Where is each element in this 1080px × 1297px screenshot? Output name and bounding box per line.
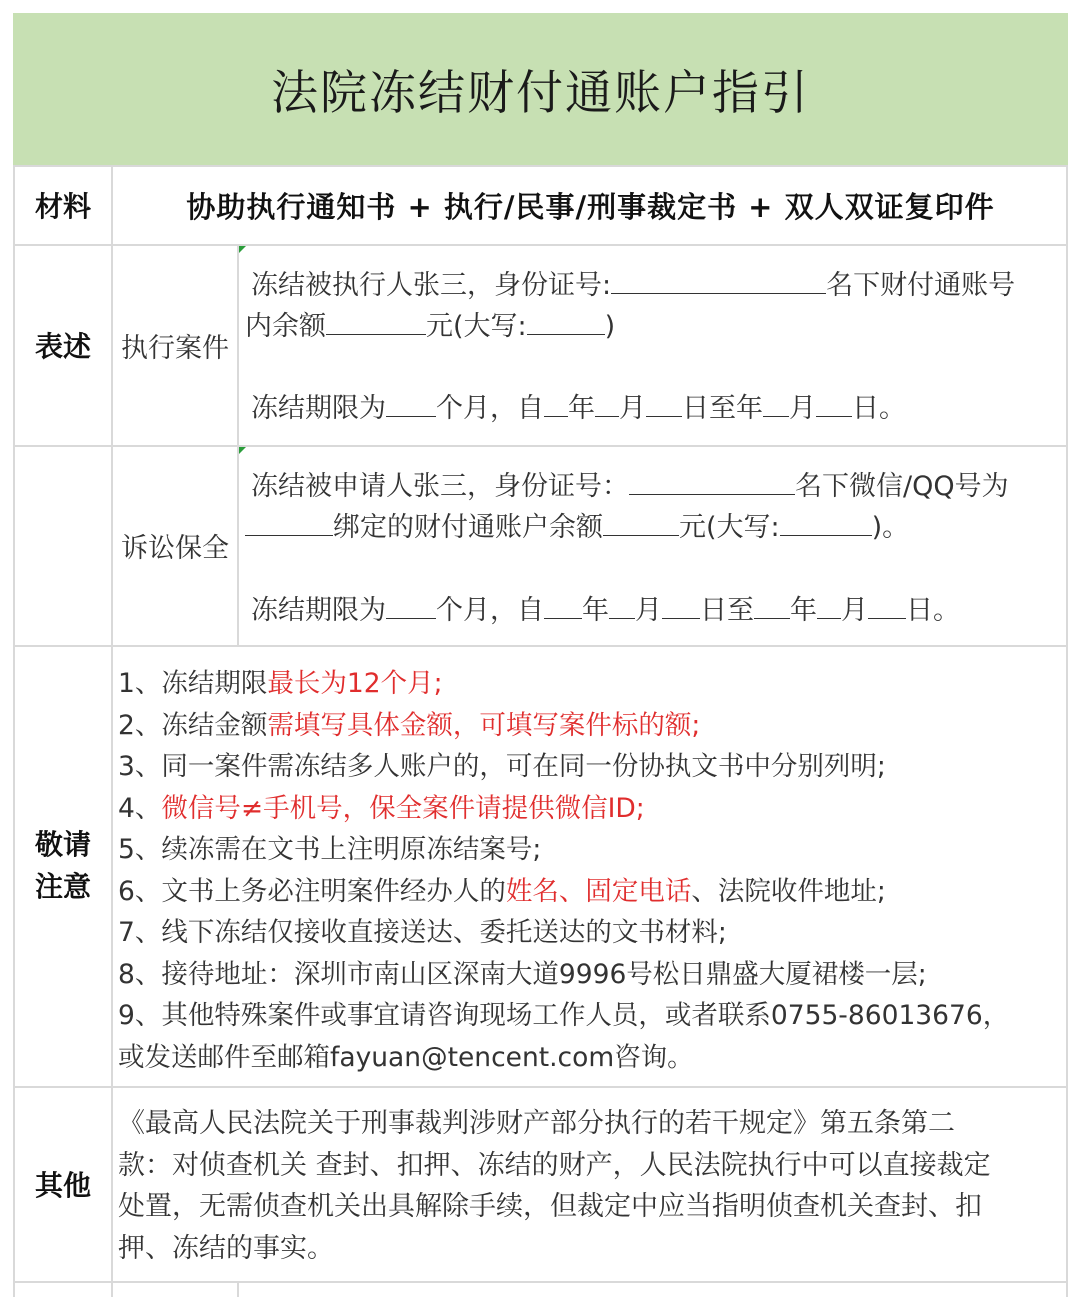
year-blank[interactable] — [544, 592, 582, 619]
execution-text: 内余额 — [245, 311, 326, 342]
notice-highlight: 最长为12个月; — [267, 668, 443, 699]
id-number-blank[interactable] — [611, 267, 826, 294]
other-line: 《最高人民法院关于刑事裁判涉财产部分执行的若干规定》第五条第二 — [118, 1108, 955, 1139]
preservation-text: 冻结被申请人张三，身份证号： — [251, 471, 629, 502]
notice-highlight: 姓名、固定电话 — [505, 875, 692, 907]
preservation-line-2 — [245, 507, 909, 548]
row-divider — [13, 1086, 1068, 1088]
day-blank[interactable] — [868, 592, 906, 619]
notice-highlight: 微信号≠手机号，保全案件请提供微信ID; — [161, 792, 645, 824]
notice-item — [118, 705, 1009, 747]
day-blank[interactable] — [816, 390, 852, 417]
preservation-label: 诉讼保全 — [121, 533, 229, 564]
row-divider — [13, 1281, 1068, 1283]
notice-item: 9、其他特殊案件或事宜请咨询现场工作人员，或者联系0755-86013676， — [118, 1000, 1010, 1031]
months-blank[interactable] — [386, 592, 436, 619]
execution-line-1 — [251, 265, 1015, 306]
amount-uppercase-blank[interactable] — [527, 308, 605, 335]
column-divider — [237, 244, 239, 645]
execution-text: 名下财付通账号 — [826, 270, 1016, 301]
preservation-text: 日至 — [700, 595, 754, 626]
year-blank[interactable] — [544, 390, 568, 417]
other-label: 其他 — [34, 1169, 91, 1202]
execution-text: 日至年 — [682, 393, 763, 424]
comment-marker-icon — [239, 246, 246, 253]
column-divider — [1066, 165, 1068, 1297]
preservation-text: 年 — [582, 595, 609, 626]
materials-label: 材料 — [34, 190, 91, 223]
notice-text: 2、冻结金额 — [118, 709, 268, 741]
months-blank[interactable] — [386, 390, 436, 417]
day-blank[interactable] — [662, 592, 700, 619]
other-line: 款：对侦查机关 查封、扣押、冻结的财产，人民法院执行中可以直接裁定 — [118, 1149, 991, 1181]
column-divider — [237, 1281, 239, 1297]
notice-highlight: 需填写具体金额，可填写案件标的额; — [267, 709, 701, 741]
notice-item: 或发送邮件至邮箱fayuan@tencent.com咨询。 — [118, 1041, 694, 1073]
preservation-text: 名下微信/QQ号为 — [795, 471, 1009, 502]
notice-list — [118, 663, 1009, 1078]
amount-blank[interactable] — [603, 509, 679, 536]
execution-text: 元(大写: — [426, 311, 527, 342]
preservation-text: 绑定的财付通账户余额 — [333, 512, 603, 543]
amount-uppercase-blank[interactable] — [780, 509, 872, 536]
notice-item: 8、接待地址：深圳市南山区深南大道9996号松日鼎盛大厦裙楼一层; — [118, 958, 927, 990]
execution-text: 冻结期限为 — [251, 393, 386, 424]
preservation-text: 日。 — [906, 595, 960, 626]
notice-item: 3、同一案件需冻结多人账户的，可在同一份协执文书中分别列明; — [118, 751, 886, 782]
execution-text: ) — [604, 311, 616, 342]
preservation-text: )。 — [871, 512, 910, 543]
notice-item: 5、续冻需在文书上注明原冻结案号; — [118, 834, 542, 865]
execution-case-label: 执行案件 — [121, 332, 229, 364]
execution-text: 月 — [619, 393, 646, 424]
other-line: 处置，无需侦查机关出具解除手续，但裁定中应当指明侦查机关查封、扣 — [118, 1191, 982, 1222]
statement-label: 表述 — [34, 330, 91, 363]
page-title: 法院冻结财付通账户指引 — [13, 13, 1068, 165]
notice-text: 4、 — [118, 792, 162, 824]
execution-line-3 — [251, 388, 906, 429]
notice-item: 7、线下冻结仅接收直接送达、委托送达的文书材料; — [118, 917, 727, 948]
amount-blank[interactable] — [326, 308, 426, 335]
other-line: 押、冻结的事实。 — [118, 1232, 334, 1264]
notice-label-line: 注意 — [34, 870, 91, 903]
notice-text: 6、文书上务必注明案件经办人的 — [118, 875, 506, 907]
notice-label — [15, 646, 111, 1086]
preservation-line-1 — [251, 466, 1009, 507]
preservation-text: 月 — [841, 595, 868, 626]
preservation-text: 元(大写: — [679, 512, 780, 543]
execution-line-2 — [245, 306, 615, 347]
execution-text: 个月，自 — [436, 393, 544, 424]
execution-text: 月 — [789, 393, 816, 424]
month-blank[interactable] — [609, 592, 635, 619]
execution-text: 冻结被执行人张三，身份证号: — [251, 270, 612, 301]
execution-text: 日。 — [852, 393, 906, 424]
row-divider — [13, 645, 1068, 647]
preservation-line-3 — [251, 590, 960, 631]
materials-content: 协助执行通知书 + 执行/民事/刑事裁定书 + 双人双证复印件 — [186, 189, 995, 224]
other-content — [118, 1103, 991, 1269]
month-blank[interactable] — [763, 390, 789, 417]
execution-text: 年 — [568, 393, 595, 424]
notice-label-line: 敬请 — [34, 828, 91, 861]
notice-item — [118, 663, 1009, 705]
day-blank[interactable] — [646, 390, 682, 417]
preservation-text: 个月，自 — [436, 595, 544, 626]
preservation-text: 月 — [635, 595, 662, 626]
guide-table — [13, 13, 1068, 1297]
wechat-id-blank[interactable] — [245, 509, 333, 536]
notice-text: 1、冻结期限 — [118, 668, 268, 699]
month-blank[interactable] — [595, 390, 619, 417]
year-blank[interactable] — [754, 592, 790, 619]
preservation-text: 冻结期限为 — [251, 595, 386, 626]
notice-item — [118, 788, 1009, 830]
month-blank[interactable] — [817, 592, 841, 619]
preservation-text: 年 — [790, 595, 817, 626]
comment-marker-icon — [239, 447, 246, 454]
notice-text: 、法院收件地址; — [691, 875, 886, 907]
notice-item — [118, 871, 1009, 913]
id-number-blank[interactable] — [629, 468, 795, 495]
